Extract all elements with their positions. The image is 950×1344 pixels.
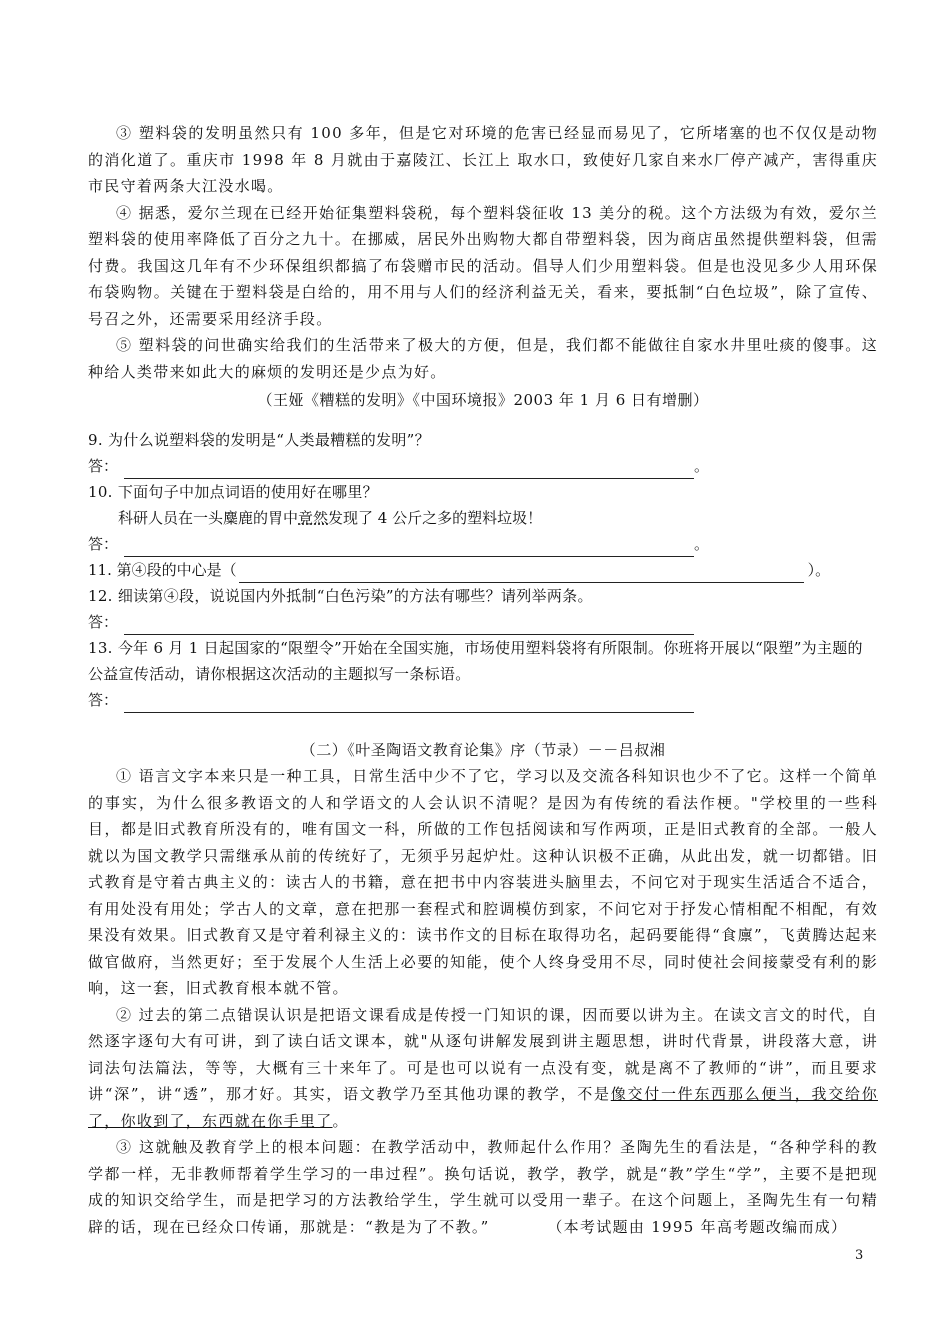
paragraph-5: ⑤ 塑料袋的问世确实给我们的生活带来了极大的方便，但是，我们都不能做往自家水井里吐痰的傻事。这种给人类带来如此大的麻烦的发明还是少点为好。 (88, 336, 878, 381)
question-11-text: 11. 第④段的中心是（ (88, 561, 237, 579)
paragraph-2-end: 。 (332, 1111, 349, 1130)
paragraph-3-text: ③ 这就触及教育学上的根本问题：在教学活动中，教师起什么作用？圣陶先生的看法是，“各种学科的教学都一样，无非教师帮着学生学习的一串过程”。换句话说，教学，教学，就是“教”学生“学”，主要不是把现成的知识交给学生，而是把学习的方法教给学生，学生就可以受用一辈子。在这个问题上，圣陶先生有一句精辟的话，现在已经众口传诵，那就是：“教是为了不教。” (88, 1138, 878, 1236)
dotted-word: 竟然 (298, 509, 329, 527)
question-13: 13. 今年 6 月 1 日起国家的“限塑令”开始在全国实施，市场使用塑料袋将有所限制。你班将开展以“限塑”为主题的公益宣传活动，请你根据这次活动的主题拟写一条标语。 (88, 639, 863, 683)
question-9: 9. 为什么说塑料袋的发明是“人类最糟糕的发明”？ (88, 431, 430, 449)
paragraph-3: ③ 塑料袋的发明虽然只有 100 多年，但是它对环境的危害已经显而易见了，它所堵塞的也不仅仅是动物的消化道了。重庆市 1998 年 8 月就由于嘉陵江、长江上 取水口，致使好几家自来水厂停产减产，害得重庆市民守着两条大江没水喝。 (88, 124, 878, 195)
answer-label: 答： (88, 691, 119, 709)
section-2-paragraph-1: ① 语言文字本来只是一种工具，日常生活中少不了它，学习以及交流各科知识也少不了它。这样一个简单的事实，为什么很多教语文的人和学语文的人会认识不清呢？是因为有传统的看法作梗。"学校里的一些科目，都是旧式教育所没有的，唯有国文一科，所做的工作包括阅读和写作两项，正是旧式教育的全部。一般人就以为国文教学只需继承从前的传统好了，无须乎另起炉灶。这种认识极不正确，从此出发，就一切都错。旧式教育是守着古典主义的：读古人的书籍，意在把书中内容装进头脑里去，不问它对于现实生活适合不适合，有用处没有用处；学古人的文章，意在把那一套程式和腔调模仿到家，不问它对于抒发心情相配不相配，有效果没有效果。旧式教育又是守着利禄主义的：读书作文的目标在取得功名，起码要能得“食廪”，飞黄腾达起来做官做府，当然更好；至于发展个人生活上必要的知能，使个人终身受用不尽，同时使社会间接蒙受有利的影响，这一套，旧式教育根本就不管。 (88, 767, 878, 997)
quote-text-before: 科研人员在一头麋鹿的胃中 (118, 509, 299, 527)
question-10-sentence (88, 505, 878, 531)
answer-line-9 (88, 453, 878, 479)
answer-blank-9[interactable] (124, 459, 694, 479)
quote-text-after: 发现了 4 公斤之多的塑料垃圾！ (328, 509, 543, 527)
section-2-title: （二）《叶圣陶语文教育论集》序（节录）－－吕叔湘 (300, 741, 666, 759)
answer-blank-12[interactable] (124, 615, 694, 635)
page-number: 3 (855, 1248, 864, 1263)
article-source: （王娅《糟糕的发明》《中国环境报》2003 年 1 月 6 日有增删） (257, 391, 709, 409)
answer-line-10 (88, 531, 878, 557)
section-2-paragraph-2 (88, 1002, 878, 1135)
underlined-sentence: 像交付一件东西那么便当，我交给你了，你收到了，东西就在你手里了 (88, 1085, 878, 1130)
answer-blank-13[interactable] (124, 693, 694, 713)
section-2-paragraph-3 (88, 1134, 878, 1240)
answer-label: 答： (88, 613, 119, 631)
answer-period: 。 (694, 535, 710, 553)
answer-blank-11[interactable] (239, 563, 804, 583)
question-10: 10. 下面句子中加点词语的使用好在哪里？ (88, 483, 378, 501)
exam-source-note: （本考试题由 1995 年高考题改编而成） (554, 1217, 848, 1236)
question-12: 12. 细读第④段，说说国内外抵制“白色污染”的方法有哪些？请列举两条。 (88, 587, 593, 605)
document-page (88, 120, 878, 1240)
answer-line-13 (88, 687, 878, 713)
answer-period: 。 (694, 457, 710, 475)
paragraph-2-text: ② 过去的第二点错误认识是把语文课看成是传授一门知识的课，因而要以讲为主。在读文言文的时代，自然逐字逐句大有可讲，到了读白话文课本，就"从逐句讲解发展到讲主题思想，讲时代背景，讲段落大意，讲词法句法篇法，等等，大概有三十来年了。可是也可以说有一点没有变，就是离不了教师的“讲”，而且要求讲“深”，讲“透”，那才好。其实，语文教学乃至其他功课的教学，不是 (88, 1005, 878, 1103)
paragraph-4: ④ 据悉，爱尔兰现在已经开始征集塑料袋税，每个塑料袋征收 13 美分的税。这个方法级为有效，爱尔兰塑料袋的使用率降低了百分之九十。在挪威，居民外出购物大都自带塑料袋，因为商店虽然提供塑料袋，但需付费。我国这几年有不少环保组织都搞了布袋赠市民的活动。倡导人们少用塑料袋。但是也没见多少人用环保布袋购物。关键在于塑料袋是白给的，用不用与人们的经济利益无关，看来，要抵制“白色垃圾”，除了宣传、号召之外，还需要采用经济手段。 (88, 203, 878, 328)
answer-blank-10[interactable] (124, 537, 694, 557)
answer-line-12 (88, 609, 878, 635)
question-11-suffix: ）。 (807, 561, 831, 579)
question-11 (88, 557, 878, 583)
answer-label: 答： (88, 457, 119, 475)
answer-label: 答： (88, 535, 119, 553)
